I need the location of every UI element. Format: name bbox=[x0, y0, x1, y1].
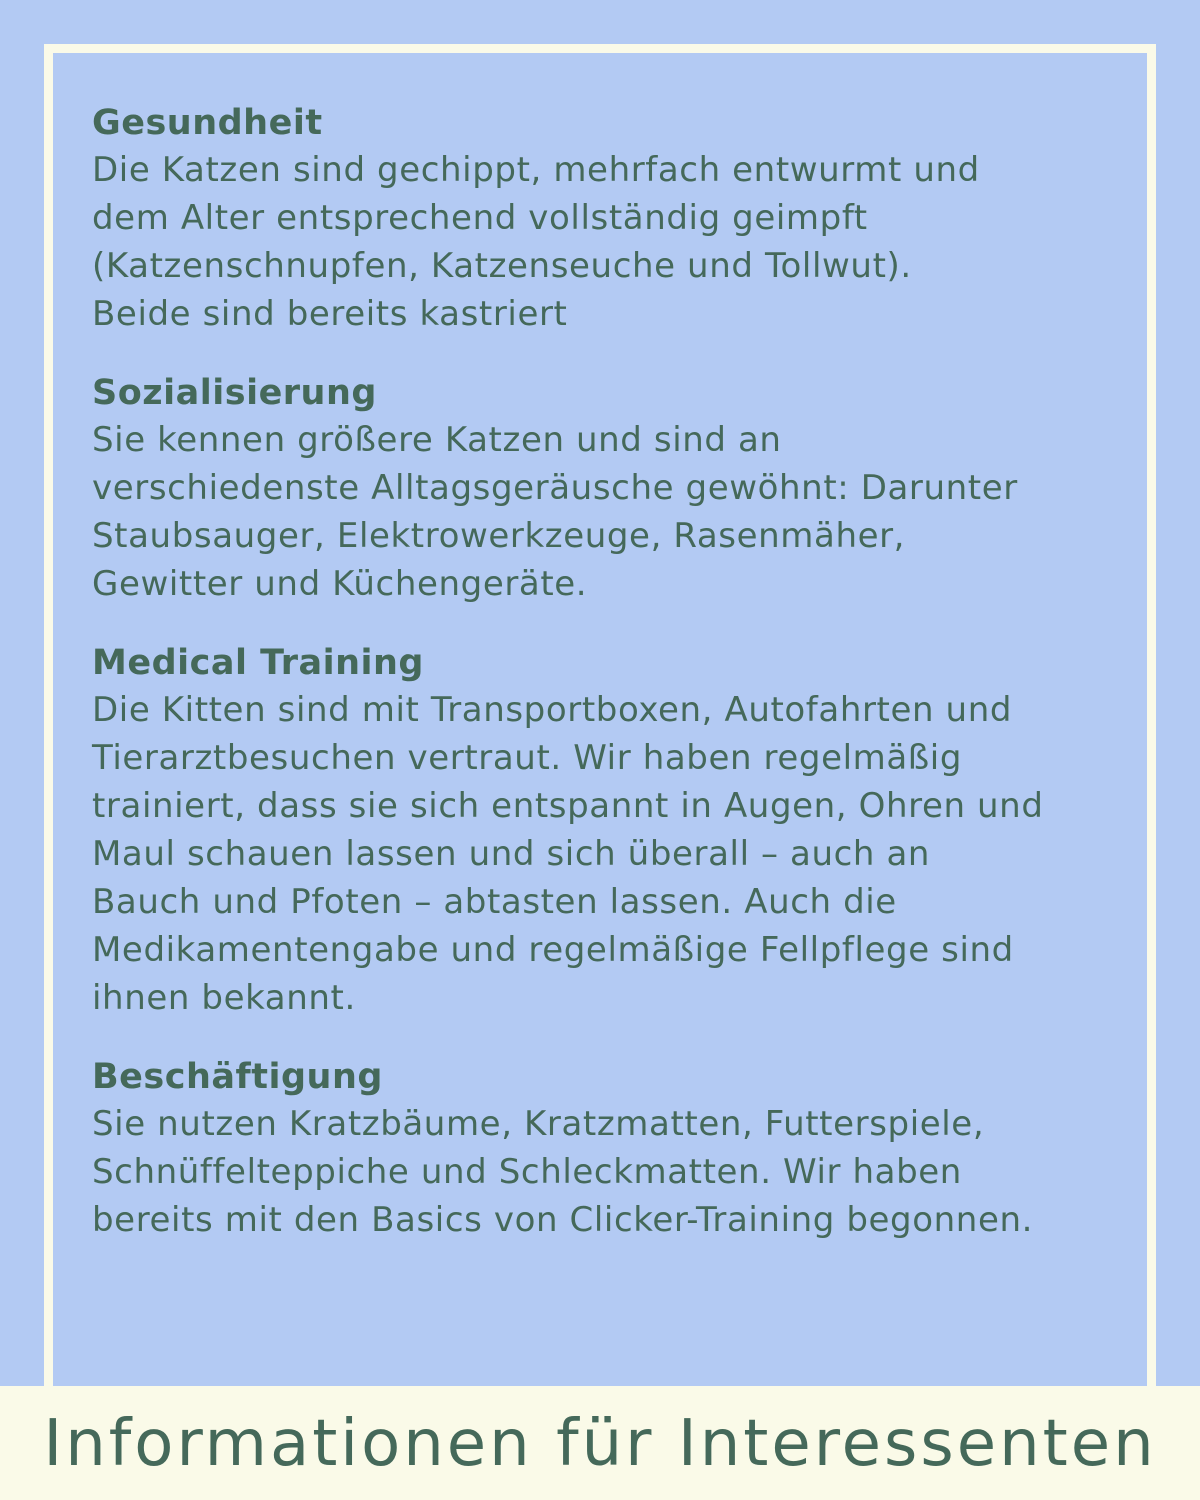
section-medical-training bbox=[92, 640, 1132, 1022]
section-beschaeftigung bbox=[92, 1054, 1132, 1244]
section-heading: Medical Training bbox=[92, 643, 424, 683]
footer-title: Informationen für Interessenten bbox=[43, 1407, 1157, 1481]
section-heading: Gesundheit bbox=[92, 103, 323, 143]
section-sozialisierung bbox=[92, 370, 1132, 608]
section-heading: Beschäftigung bbox=[92, 1057, 383, 1097]
section-body: Die Katzen sind gechippt, mehrfach entwurmt und dem Alter entsprechend vollständig geimpft (Katzenschnupfen, Katzenseuche und Tollwut). Beide sind bereits kastriert bbox=[92, 150, 980, 334]
section-body: Sie nutzen Kratzbäume, Kratzmatten, Futterspiele, Schnüffelteppiche und Schleckmatten. Wir haben bereits mit den Basics von Clicker-Training begonnen. bbox=[92, 1104, 1034, 1240]
section-gesundheit bbox=[92, 100, 1132, 338]
info-content bbox=[92, 100, 1132, 1276]
section-body: Die Kitten sind mit Transportboxen, Autofahrten und Tierarztbesuchen vertraut. Wir haben regelmäßig trainiert, dass sie sich entspannt in Augen, Ohren und Maul schauen lassen und sich überall – auch an Bauch und Pfoten – abtasten lassen. Auch die Medikamentengabe und regelmäßige Fellpflege sind ihnen bekannt. bbox=[92, 690, 1044, 1018]
section-heading: Sozialisierung bbox=[92, 373, 377, 413]
footer-banner bbox=[0, 1386, 1200, 1500]
section-body: Sie kennen größere Katzen und sind an verschiedenste Alltagsgeräusche gewöhnt: Darunter Staubsauger, Elektrowerkzeuge, Rasenmäher, Gewitter und Küchengeräte. bbox=[92, 420, 1018, 604]
